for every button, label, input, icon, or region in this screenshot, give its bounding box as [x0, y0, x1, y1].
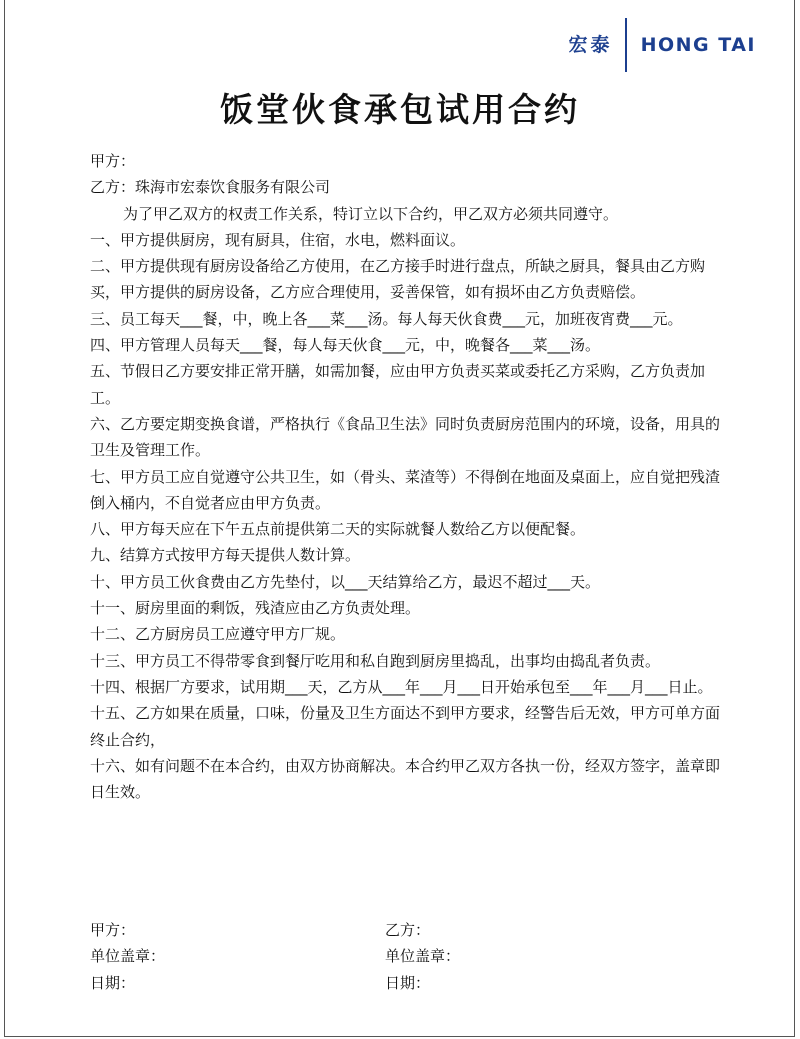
- signature-date-row: [90, 970, 730, 996]
- date-party-b: 日期：: [385, 973, 431, 992]
- clause-11: 十一、厨房里面的剩饭，残渣应由乙方负责处理。: [90, 599, 421, 618]
- signature-party-a: 甲方：: [90, 921, 136, 939]
- clause-7: 七、甲方员工应自觉遵守公共卫生，如（骨头、菜渣等）不得倒在地面及桌面上，应自觉把残渣倒入桶内，不自觉者应由甲方负责。: [90, 467, 721, 512]
- clause-1: 一、甲方提供厨房，现有厨具，住宿，水电，燃料面议。: [90, 230, 466, 249]
- contract-body: [90, 148, 730, 805]
- clause-12: 十二、乙方厨房员工应遵守甲方厂规。: [90, 625, 346, 644]
- clause-16: 十六、如有问题不在本合约，由双方协商解决。本合约甲乙双方各执一份，经双方签字，盖章即日生效。: [90, 756, 721, 802]
- clause-13: 十三、甲方员工不得带零食到餐厅吃用和私自跑到厨房里捣乱，出事均由捣乱者负责。: [90, 651, 661, 670]
- party-a-line: 甲方：: [90, 152, 136, 170]
- company-logo: [569, 18, 756, 72]
- clause-15: 十五、乙方如果在质量，口味，份量及卫生方面达不到甲方要求，经警告后无效，甲方可单方面终止合约，: [90, 704, 721, 749]
- document-title: 饭堂伙食承包试用合约: [220, 90, 580, 129]
- signature-seal-row: [90, 943, 730, 969]
- clause-8: 八、甲方每天应在下午五点前提供第二天的实际就餐人数给乙方以便配餐。: [90, 520, 586, 539]
- clause-5: 五、节假日乙方要安排正常开膳，如需加餐，应由甲方负责买菜或委托乙方采购，乙方负责加工。: [90, 362, 706, 407]
- clause-9: 九、结算方式按甲方每天提供人数计算。: [90, 546, 361, 565]
- date-party-a: 日期：: [90, 973, 136, 992]
- signature-party-b: 乙方：: [385, 921, 431, 939]
- signature-block: [90, 917, 730, 996]
- clause-4: 四、甲方管理人员每天___餐，每人每天伙食___元，中，晚餐各___菜___汤。: [90, 336, 601, 355]
- logo-english-text: HONG TAI: [640, 34, 756, 56]
- signature-party-row: [90, 917, 730, 943]
- seal-party-b: 单位盖章：: [385, 947, 461, 966]
- party-b-line: 乙方：珠海市宏泰饮食服务有限公司: [90, 178, 331, 197]
- clause-10: 十、甲方员工伙食费由乙方先垫付，以___天结算给乙方，最迟不超过___天。: [90, 572, 601, 591]
- clause-6: 六、乙方要定期变换食谱，严格执行《食品卫生法》同时负责厨房范围内的环境，设备，用具的卫生及管理工作。: [90, 414, 721, 460]
- logo-chinese-text: 宏泰: [568, 34, 613, 56]
- clause-3: 三、员工每天___餐，中，晚上各___菜___汤。每人每天伙食费___元，加班夜宵费___元。: [90, 309, 683, 328]
- clause-2: 二、甲方提供现有厨房设备给乙方使用，在乙方接手时进行盘点，所缺之厨具，餐具由乙方购买，甲方提供的厨房设备，乙方应合理使用，妥善保管，如有损坏由乙方负责赔偿。: [90, 257, 706, 302]
- seal-party-a: 单位盖章：: [90, 947, 166, 966]
- intro-paragraph: 为了甲乙双方的权责工作关系，特订立以下合约，甲乙双方必须共同遵守。: [123, 204, 619, 223]
- clause-14: 十四、根据厂方要求，试用期___天，乙方从___年___月___日开始承包至___年___月___日止。: [90, 677, 713, 696]
